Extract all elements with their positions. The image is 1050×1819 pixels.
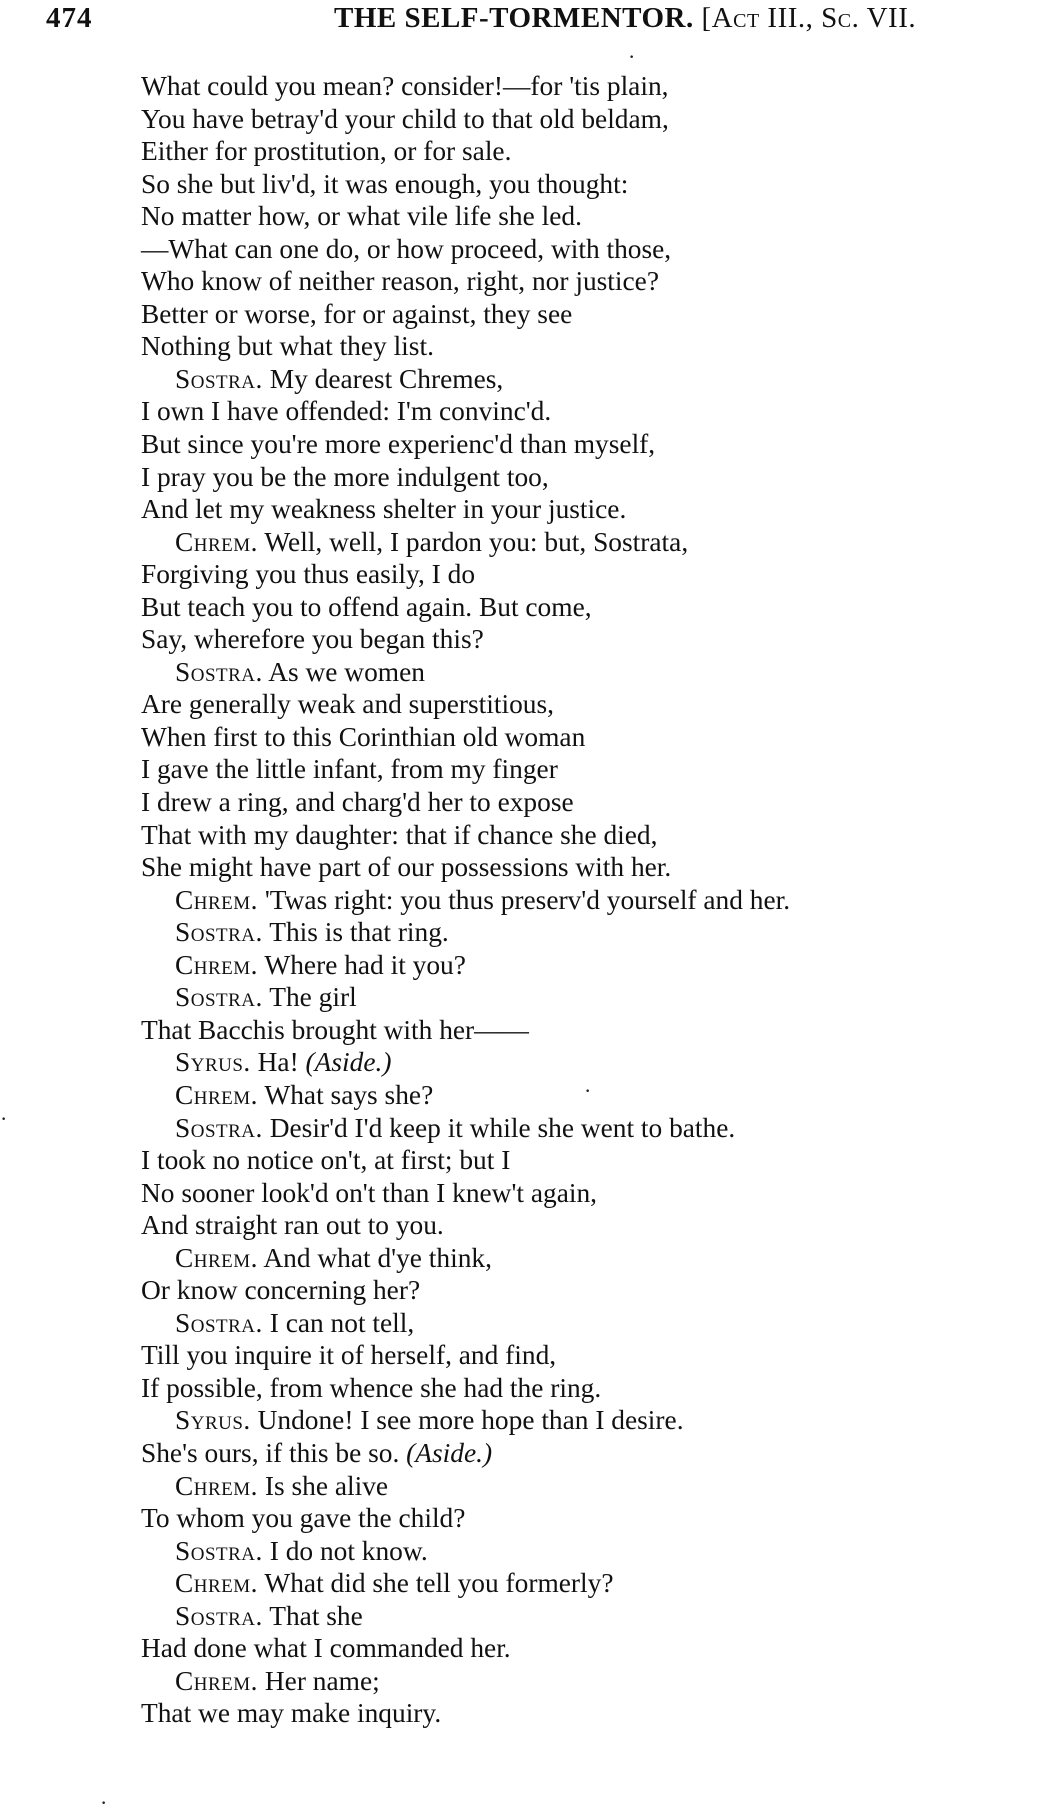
- line-text: Better or worse, for or against, they see: [141, 298, 573, 329]
- verse-line: [141, 363, 1041, 396]
- verse-line: [141, 200, 1041, 233]
- speaker-name: Chrem.: [175, 1665, 259, 1696]
- line-text: The girl: [269, 982, 357, 1013]
- speaker-name: Sostra.: [175, 1112, 263, 1143]
- line-text: No sooner look'd on't than I knew't again,: [141, 1177, 598, 1208]
- line-text: Ha!: [257, 1047, 299, 1078]
- line-text: I own I have offended: I'm convinc'd.: [141, 396, 552, 427]
- line-text: Desir'd I'd keep it while she went to bathe.: [269, 1112, 736, 1143]
- line-text: Where had it you?: [264, 949, 466, 980]
- line-text: Well, well, I pardon you: but, Sostrata,: [264, 526, 689, 557]
- line-text: That with my daughter: that if chance she died,: [141, 819, 658, 850]
- line-text: And what d'ye think,: [263, 1242, 492, 1273]
- print-speck: ·: [0, 1106, 8, 1131]
- verse-line: [141, 1600, 1041, 1633]
- verse-line: [141, 558, 1041, 591]
- verse-line: [141, 1144, 1041, 1177]
- line-text: And let my weakness shelter in your justice.: [141, 494, 627, 525]
- running-title: THE SELF-TORMENTOR.: [334, 2, 694, 34]
- verse-line: [141, 1274, 1041, 1307]
- verse-line: [141, 851, 1041, 884]
- speaker-name: Chrem.: [175, 1470, 259, 1501]
- verse-line: [141, 1665, 1041, 1698]
- line-text: But since you're more experienc'd than myself,: [141, 429, 656, 460]
- line-text: But teach you to offend again. But come,: [141, 591, 592, 622]
- speaker-name: Sostra.: [175, 656, 263, 687]
- verse-line: [141, 233, 1041, 266]
- act-scene-reference: [701, 2, 916, 34]
- verse-line: [141, 1242, 1041, 1275]
- speaker-name: Syrus.: [175, 1047, 251, 1078]
- line-text: That we may make inquiry.: [141, 1698, 442, 1729]
- speaker-name: Sostra.: [175, 982, 263, 1013]
- line-text: No matter how, or what vile life she led.: [141, 201, 582, 232]
- verse-line: [141, 688, 1041, 721]
- speaker-name: Chrem.: [175, 949, 259, 980]
- speaker-name: Sostra.: [175, 363, 263, 394]
- verse-line: [141, 1112, 1041, 1145]
- verse-line: [141, 591, 1041, 624]
- verse-line: [141, 656, 1041, 689]
- line-text: What says she?: [264, 1079, 434, 1110]
- speaker-name: Chrem.: [175, 526, 259, 557]
- line-text: Nothing but what they list.: [141, 331, 434, 362]
- verse-line: [141, 1046, 1041, 1079]
- verse-line: [141, 330, 1041, 363]
- verse-line: [141, 1535, 1041, 1568]
- line-text: —What can one do, or how proceed, with those,: [141, 233, 672, 264]
- act-number: III.,: [767, 2, 822, 34]
- verse-line: [141, 265, 1041, 298]
- page-header: [46, 0, 1050, 40]
- line-text: I gave the little infant, from my finger: [141, 754, 558, 785]
- line-text: She might have part of our possessions with her.: [141, 852, 672, 883]
- line-text: I took no notice on't, at first; but I: [141, 1145, 511, 1176]
- verse-line: [141, 1372, 1041, 1405]
- line-text: Her name;: [264, 1665, 380, 1696]
- line-text: Who know of neither reason, right, nor justice?: [141, 266, 659, 297]
- line-text: To whom you gave the child?: [141, 1503, 466, 1534]
- line-text: Are generally weak and superstitious,: [141, 689, 555, 720]
- line-text: Is she alive: [264, 1470, 389, 1501]
- verse-line: [141, 721, 1041, 754]
- speaker-name: Sostra.: [175, 1535, 263, 1566]
- verse-text: [141, 70, 1041, 1730]
- verse-line: [141, 1437, 1041, 1470]
- line-text: I drew a ring, and charg'd her to expose: [141, 787, 574, 818]
- speaker-name: Sostra.: [175, 917, 263, 948]
- verse-line: [141, 1404, 1041, 1437]
- speaker-name: Syrus.: [175, 1405, 251, 1436]
- stage-direction: (Aside.): [305, 1047, 392, 1078]
- line-text: Say, wherefore you began this?: [141, 624, 484, 655]
- line-text: That she: [269, 1600, 363, 1631]
- verse-line: [141, 819, 1041, 852]
- line-text: I can not tell,: [269, 1307, 415, 1338]
- verse-line: [141, 884, 1041, 917]
- verse-line: [141, 981, 1041, 1014]
- verse-line: [141, 949, 1041, 982]
- line-text: Had done what I commanded her.: [141, 1633, 511, 1664]
- verse-line: [141, 1567, 1041, 1600]
- speaker-name: Chrem.: [175, 1079, 259, 1110]
- speaker-name: Sostra.: [175, 1307, 263, 1338]
- print-speck: ·: [584, 1078, 592, 1103]
- verse-line: [141, 1502, 1041, 1535]
- verse-line: [141, 135, 1041, 168]
- stage-direction: (Aside.): [406, 1437, 493, 1468]
- verse-line: [141, 753, 1041, 786]
- bracket-open: [: [701, 2, 712, 34]
- verse-line: [141, 168, 1041, 201]
- line-text: She's ours, if this be so.: [141, 1437, 400, 1468]
- verse-line: [141, 298, 1041, 331]
- line-text: 'Twas right: you thus preserv'd yourself and her.: [264, 884, 791, 915]
- verse-line: [141, 1014, 1041, 1047]
- verse-line: [141, 1339, 1041, 1372]
- line-text: Undone! I see more hope than I desire.: [257, 1405, 684, 1436]
- line-text: I pray you be the more indulgent too,: [141, 461, 549, 492]
- verse-line: [141, 1632, 1041, 1665]
- scene-number: VII.: [866, 2, 917, 34]
- line-text: If possible, from whence she had the ring.: [141, 1372, 602, 1403]
- verse-line: [141, 786, 1041, 819]
- verse-line: [141, 1177, 1041, 1210]
- scene-label: Sc.: [821, 2, 860, 34]
- line-text: As we women: [268, 656, 425, 687]
- print-speck: ·: [628, 44, 636, 69]
- line-text: Forgiving you thus easily, I do: [141, 559, 476, 590]
- line-text: What did she tell you formerly?: [264, 1568, 614, 1599]
- speaker-name: Chrem.: [175, 1242, 259, 1273]
- verse-line: [141, 916, 1041, 949]
- print-speck: ·: [100, 1790, 108, 1815]
- verse-line: [141, 623, 1041, 656]
- verse-line: [141, 526, 1041, 559]
- running-head: [334, 0, 916, 36]
- verse-line: [141, 70, 1041, 103]
- line-text: Either for prostitution, or for sale.: [141, 136, 512, 167]
- line-text: And straight ran out to you.: [141, 1210, 444, 1241]
- line-text: You have betray'd your child to that old beldam,: [141, 103, 669, 134]
- line-text: Or know concerning her?: [141, 1275, 421, 1306]
- verse-line: [141, 1697, 1041, 1730]
- verse-line: [141, 428, 1041, 461]
- act-label: Act: [711, 2, 760, 34]
- speaker-name: Chrem.: [175, 1568, 259, 1599]
- line-text: Till you inquire it of herself, and find,: [141, 1340, 557, 1371]
- verse-line: [141, 103, 1041, 136]
- line-text: This is that ring.: [269, 917, 449, 948]
- verse-line: [141, 493, 1041, 526]
- line-text: I do not know.: [269, 1535, 428, 1566]
- verse-line: [141, 461, 1041, 494]
- page-number: 474: [46, 2, 93, 34]
- line-text: That Bacchis brought with her——: [141, 1014, 529, 1045]
- verse-line: [141, 1209, 1041, 1242]
- line-text: When first to this Corinthian old woman: [141, 721, 586, 752]
- line-text: My dearest Chremes,: [269, 363, 504, 394]
- speaker-name: Chrem.: [175, 884, 259, 915]
- verse-line: [141, 1307, 1041, 1340]
- line-text: What could you mean? consider!—for 'tis plain,: [141, 71, 669, 101]
- speaker-name: Sostra.: [175, 1600, 263, 1631]
- verse-line: [141, 395, 1041, 428]
- line-text: So she but liv'd, it was enough, you thought:: [141, 168, 629, 199]
- verse-line: [141, 1470, 1041, 1503]
